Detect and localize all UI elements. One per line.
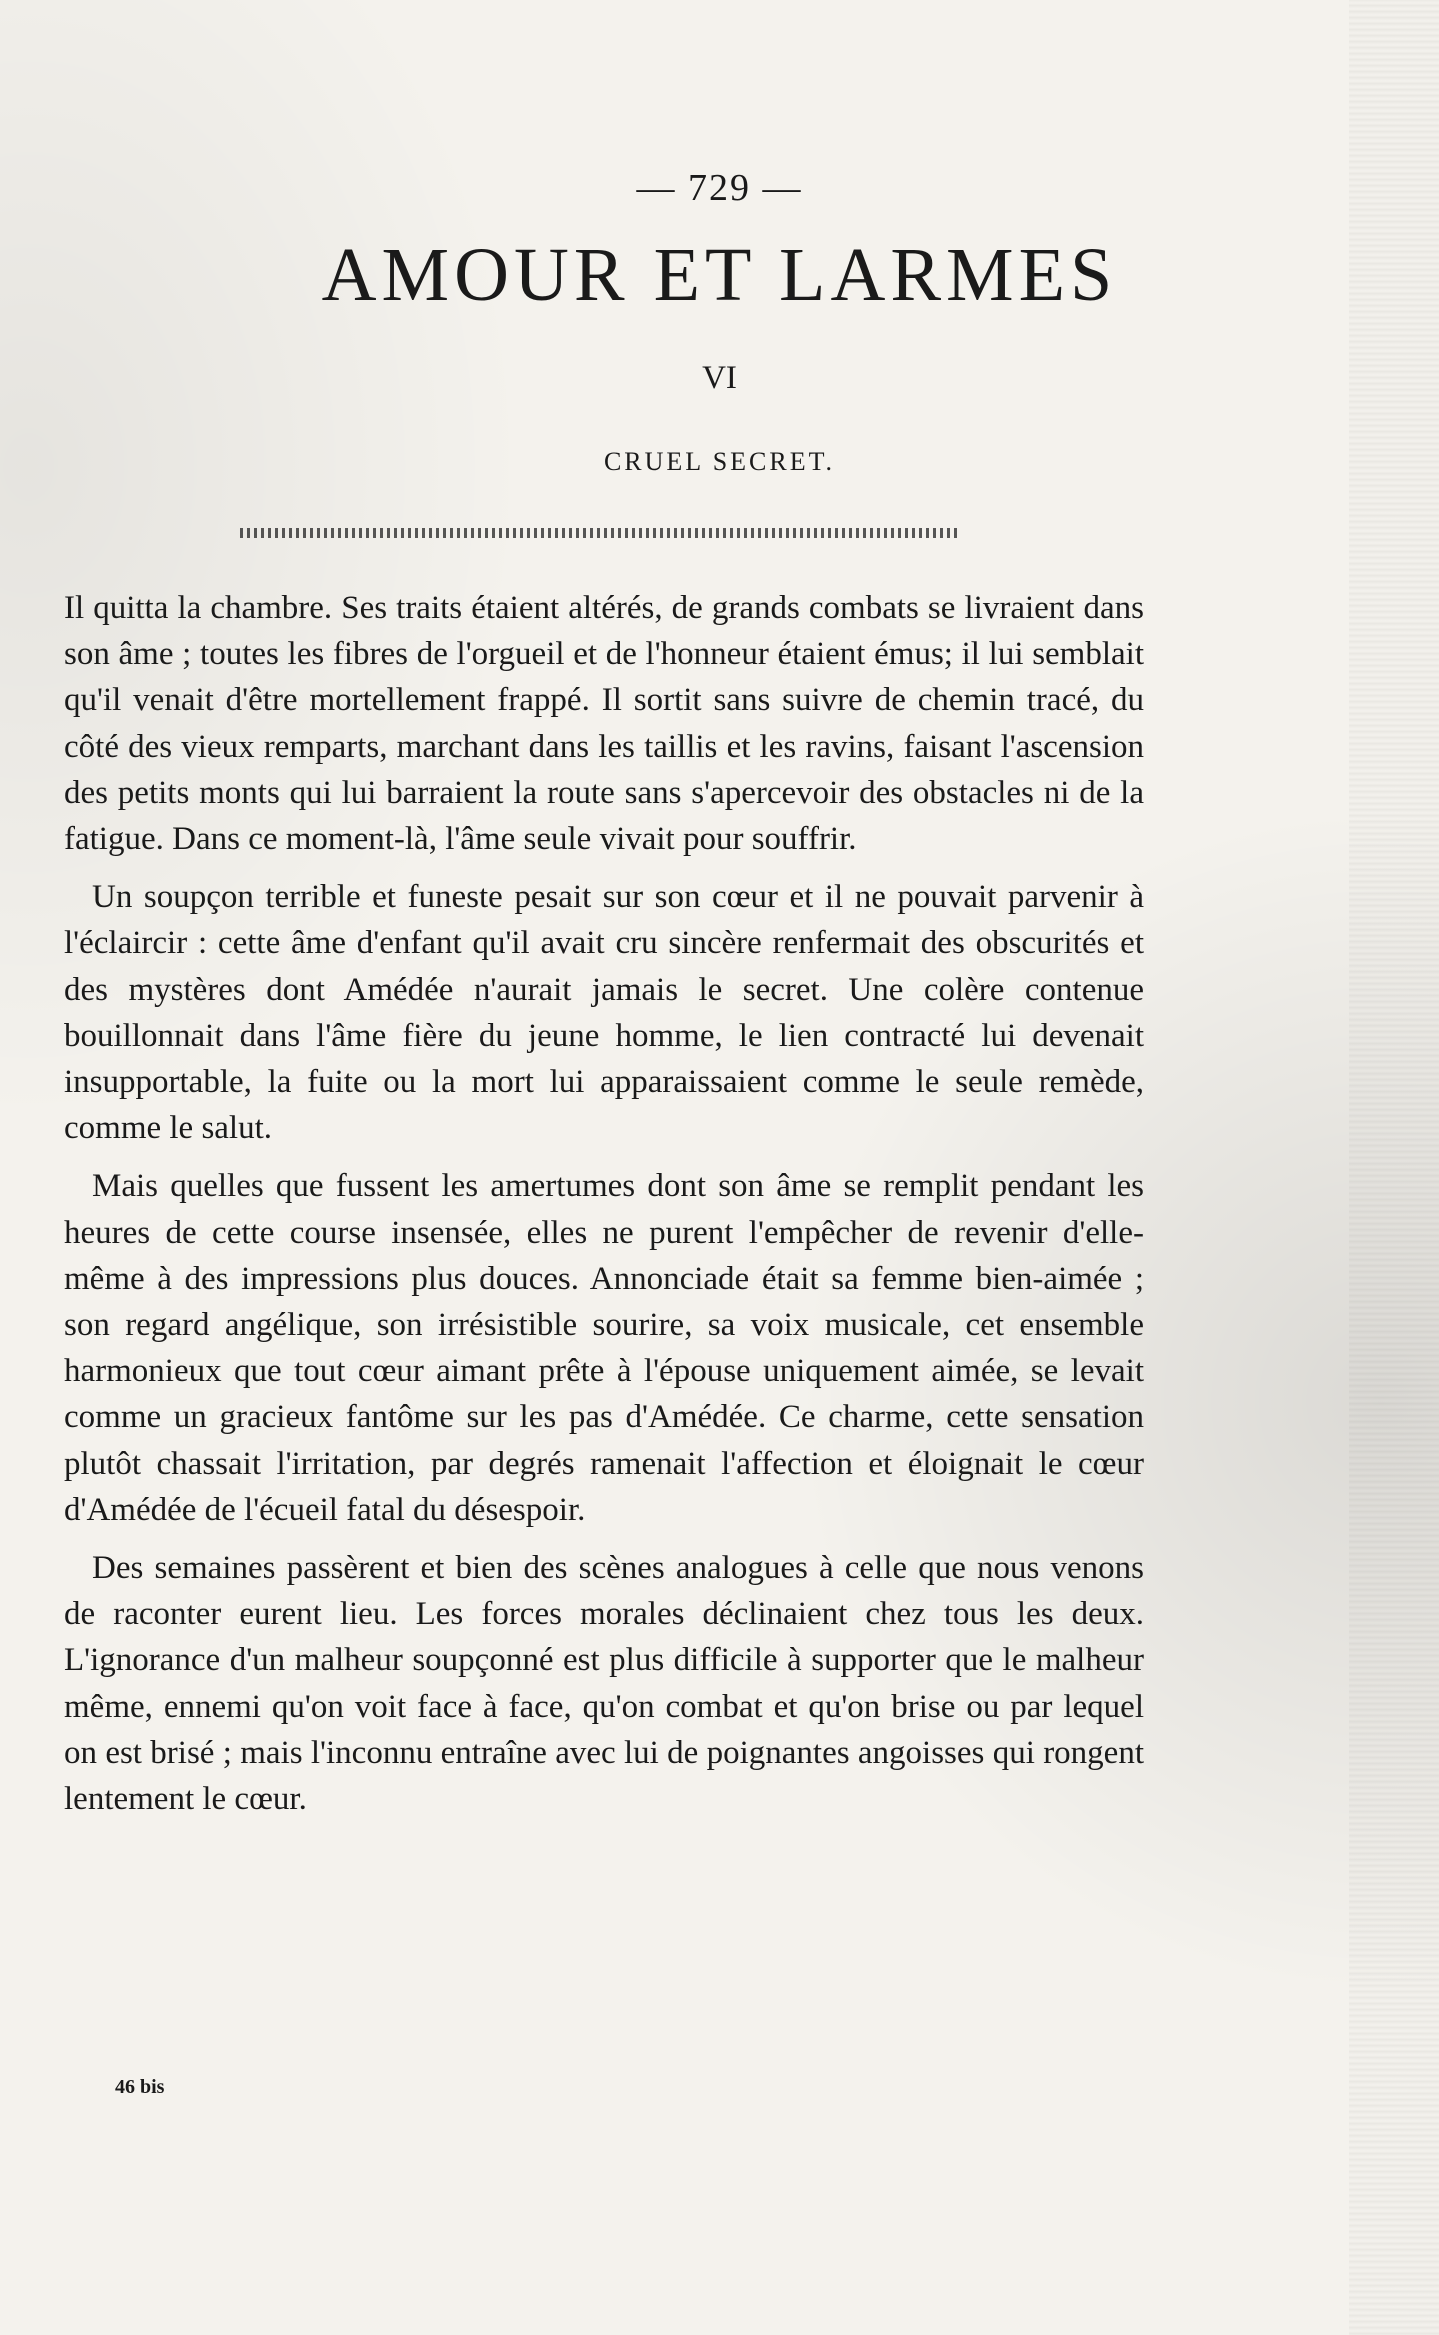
paragraph: Il quitta la chambre. Ses traits étaient altérés, de grands combats se livraient dans son âme ; toutes les fibres de l'orgueil et de l'honneur étaient émus; il lui semblait qu'il venait d'être mortellement frappé. Il sortit sans suivre de chemin tracé, du côté des vieux remparts, marchant dans les taillis et les ravins, faisant l'ascension des petits monts qui lui barraient la route sans s'apercevoir des obstacles ni de la fatigue. Dans ce moment-là, l'âme seule vivait pour souffrir. <box>64 590 1144 858</box>
chapter-subtitle: CRUEL SECRET. <box>603 447 836 476</box>
decorative-ornament-rule <box>240 528 960 538</box>
page-number: — 729 — <box>636 167 803 209</box>
page-edge-shadow <box>1349 0 1439 2335</box>
paragraph: Un soupçon terrible et funeste pesait sur son cœur et il ne pouvait parvenir à l'éclaircir : cette âme d'enfant qu'il avait cru sincère renfermait des obscurités et des mystères dont Amédée n'aurait jamais le secret. Une colère contenue bouillonnait dans l'âme fière du jeune homme, le lien contracté lui devenait insupportable, la fuite ou la mort lui apparaissaient comme le seule remède, comme le salut. <box>64 879 1144 1147</box>
paragraph: Des semaines passèrent et bien des scènes analogues à celle que nous venons de raconter eurent lieu. Les forces morales déclinaient chez tous les deux. L'ignorance d'un malheur soupçonné est plus difficile à supporter que le malheur même, ennemi qu'on voit face à face, qu'on combat et qu'on brise ou par lequel on est brisé ; mais l'inconnu entraîne avec lui de poignantes angoisses qui rongent lentement le cœur. <box>64 1550 1144 1818</box>
signature-mark: 46 bis <box>115 2076 165 2098</box>
body-text <box>64 585 1144 1834</box>
chapter-number: VI <box>702 360 737 396</box>
paragraph: Mais quelles que fussent les amertumes dont son âme se remplit pendant les heures de cette course insensée, elles ne purent l'empêcher de revenir d'elle-même à des impressions plus douces. Annonciade était sa femme bien-aimée ; son regard angélique, son irrésistible sourire, sa voix musicale, cet ensemble harmonieux que tout cœur aimant prête à l'épouse uniquement aimée, se levait comme un gracieux fantôme sur les pas d'Amédée. Ce charme, cette sensation plutôt chassait l'irritation, par degrés ramenait l'affection et éloignait le cœur d'Amédée de l'écueil fatal du désespoir. <box>64 1168 1144 1528</box>
chapter-title: AMOUR ET LARMES <box>321 233 1118 317</box>
